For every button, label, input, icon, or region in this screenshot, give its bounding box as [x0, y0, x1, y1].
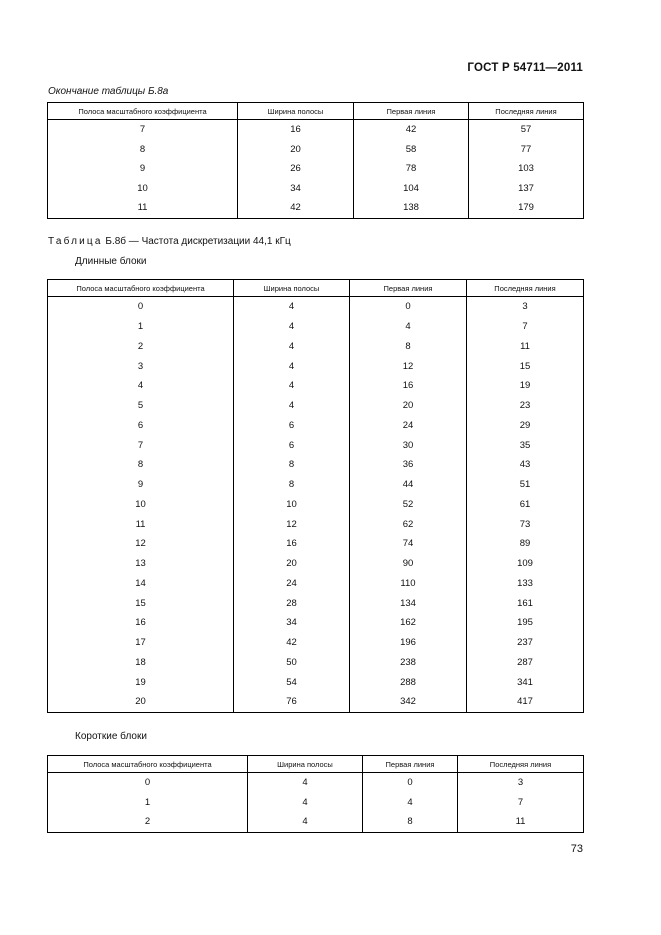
- table-cell: 42: [238, 198, 354, 218]
- table-cell: 89: [467, 534, 584, 554]
- table-row: [48, 514, 584, 534]
- table-cell: 138: [354, 198, 469, 218]
- table-cell: 134: [350, 593, 467, 613]
- table-cell: 6: [48, 416, 234, 436]
- table-cell: 74: [350, 534, 467, 554]
- table-cell: 17: [48, 633, 234, 653]
- table-row: [48, 554, 584, 574]
- table-row: [48, 140, 584, 160]
- table-cell: 8: [48, 455, 234, 475]
- table-row: [48, 672, 584, 692]
- table-cell: 78: [354, 159, 469, 179]
- table-cell: 8: [350, 337, 467, 357]
- table-cell: 28: [234, 593, 350, 613]
- table-cell: 9: [48, 159, 238, 179]
- column-header: Ширина полосы: [238, 103, 354, 120]
- table-cell: 7: [467, 317, 584, 337]
- table-row: [48, 613, 584, 633]
- table-cell: 0: [48, 773, 248, 793]
- table-cell: 4: [234, 297, 350, 317]
- table-cell: 103: [469, 159, 584, 179]
- table-cell: 14: [48, 574, 234, 594]
- table-cell: 3: [458, 773, 584, 793]
- table-cell: 6: [234, 416, 350, 436]
- table-long-blocks: [47, 279, 584, 713]
- table-cell: 50: [234, 653, 350, 673]
- table-cell: 4: [234, 376, 350, 396]
- table-row: [48, 773, 584, 793]
- table-cell: 19: [467, 376, 584, 396]
- column-header: Первая линия: [363, 756, 458, 773]
- long-blocks-subtitle: Длинные блоки: [75, 256, 147, 267]
- table-cell: 73: [467, 514, 584, 534]
- table-cell: 20: [238, 140, 354, 160]
- table-cell: 10: [48, 495, 234, 515]
- table-cell: 195: [467, 613, 584, 633]
- table-cell: 4: [248, 773, 363, 793]
- table-cell: 3: [467, 297, 584, 317]
- column-header: Полоса масштабного коэффициента: [48, 280, 234, 297]
- table-cell: 58: [354, 140, 469, 160]
- table-cell: 11: [467, 337, 584, 357]
- table-cell: 341: [467, 672, 584, 692]
- table-cell: 77: [469, 140, 584, 160]
- table-row: [48, 337, 584, 357]
- table-cell: 162: [350, 613, 467, 633]
- table-cell: 36: [350, 455, 467, 475]
- table-cell: 110: [350, 574, 467, 594]
- table-row: [48, 593, 584, 613]
- table-cell: 51: [467, 475, 584, 495]
- table-cell: 20: [48, 692, 234, 712]
- table-cell: 12: [48, 534, 234, 554]
- table-row: [48, 653, 584, 673]
- table-row: [48, 120, 584, 140]
- column-header: Полоса масштабного коэффициента: [48, 103, 238, 120]
- table-cell: 4: [248, 812, 363, 832]
- table-cell: 35: [467, 435, 584, 455]
- table-cell: 7: [48, 435, 234, 455]
- table-cell: 62: [350, 514, 467, 534]
- table-cell: 1: [48, 793, 248, 813]
- table-row: [48, 534, 584, 554]
- table-cell: 4: [234, 356, 350, 376]
- table-cell: 7: [458, 793, 584, 813]
- table-cell: 24: [350, 416, 467, 436]
- table-cell: 10: [48, 179, 238, 199]
- table-row: [48, 812, 584, 832]
- table-short-blocks: [47, 755, 584, 833]
- table-continuation-caption: Окончание таблицы Б.8а: [48, 86, 169, 97]
- table-cell: 109: [467, 554, 584, 574]
- document-header: ГОСТ Р 54711—2011: [467, 62, 583, 74]
- table-cell: 24: [234, 574, 350, 594]
- table-header-row: [48, 280, 584, 297]
- table-cell: 2: [48, 337, 234, 357]
- table-b8a-end: [47, 102, 584, 219]
- table-cell: 42: [354, 120, 469, 140]
- table-cell: 61: [467, 495, 584, 515]
- table-cell: 8: [234, 475, 350, 495]
- table-cell: 4: [234, 317, 350, 337]
- table-row: [48, 574, 584, 594]
- table-cell: 4: [363, 793, 458, 813]
- column-header: Последняя линия: [467, 280, 584, 297]
- table-row: [48, 793, 584, 813]
- table-cell: 16: [350, 376, 467, 396]
- table-cell: 8: [48, 140, 238, 160]
- table-row: [48, 356, 584, 376]
- table-cell: 161: [467, 593, 584, 613]
- table-cell: 57: [469, 120, 584, 140]
- table-b8b-caption-prefix: Таблица: [48, 236, 103, 247]
- table-cell: 19: [48, 672, 234, 692]
- column-header: Ширина полосы: [248, 756, 363, 773]
- table-cell: 16: [48, 613, 234, 633]
- table-cell: 15: [467, 356, 584, 376]
- short-blocks-subtitle: Короткие блоки: [75, 731, 147, 742]
- table-cell: 11: [458, 812, 584, 832]
- table-cell: 4: [234, 396, 350, 416]
- table-cell: 34: [234, 613, 350, 633]
- table-cell: 7: [48, 120, 238, 140]
- table-cell: 104: [354, 179, 469, 199]
- table-cell: 42: [234, 633, 350, 653]
- table-cell: 237: [467, 633, 584, 653]
- table-cell: 417: [467, 692, 584, 712]
- table-row: [48, 416, 584, 436]
- table-cell: 4: [248, 793, 363, 813]
- table-cell: 43: [467, 455, 584, 475]
- table-cell: 133: [467, 574, 584, 594]
- table-cell: 52: [350, 495, 467, 515]
- table-cell: 4: [234, 337, 350, 357]
- table-cell: 30: [350, 435, 467, 455]
- table-cell: 3: [48, 356, 234, 376]
- table-cell: 10: [234, 495, 350, 515]
- table-cell: 9: [48, 475, 234, 495]
- table-cell: 5: [48, 396, 234, 416]
- table-cell: 179: [469, 198, 584, 218]
- table-row: [48, 159, 584, 179]
- table-header-row: [48, 103, 584, 120]
- table-cell: 342: [350, 692, 467, 712]
- table-cell: 11: [48, 514, 234, 534]
- table-cell: 288: [350, 672, 467, 692]
- table-row: [48, 376, 584, 396]
- table-cell: 4: [350, 317, 467, 337]
- table-row: [48, 297, 584, 317]
- table-cell: 23: [467, 396, 584, 416]
- page-number: 73: [570, 843, 583, 855]
- column-header: Первая линия: [350, 280, 467, 297]
- table-cell: 26: [238, 159, 354, 179]
- table-cell: 6: [234, 435, 350, 455]
- table-row: [48, 633, 584, 653]
- table-cell: 90: [350, 554, 467, 574]
- table-row: [48, 692, 584, 712]
- table-row: [48, 198, 584, 218]
- table-cell: 44: [350, 475, 467, 495]
- table-cell: 196: [350, 633, 467, 653]
- table-header-row: [48, 756, 584, 773]
- table-cell: 34: [238, 179, 354, 199]
- table-b8b-caption-text: Б.8б — Частота дискретизации 44,1 кГц: [102, 236, 291, 247]
- table-cell: 20: [350, 396, 467, 416]
- column-header: Полоса масштабного коэффициента: [48, 756, 248, 773]
- table-cell: 238: [350, 653, 467, 673]
- table-cell: 12: [350, 356, 467, 376]
- table-cell: 8: [363, 812, 458, 832]
- table-cell: 54: [234, 672, 350, 692]
- table-cell: 18: [48, 653, 234, 673]
- column-header: Первая линия: [354, 103, 469, 120]
- table-row: [48, 396, 584, 416]
- table-cell: 76: [234, 692, 350, 712]
- table-row: [48, 317, 584, 337]
- table-cell: 0: [48, 297, 234, 317]
- table-cell: 1: [48, 317, 234, 337]
- table-cell: 15: [48, 593, 234, 613]
- table-cell: 20: [234, 554, 350, 574]
- column-header: Ширина полосы: [234, 280, 350, 297]
- table-cell: 137: [469, 179, 584, 199]
- column-header: Последняя линия: [469, 103, 584, 120]
- table-cell: 8: [234, 455, 350, 475]
- table-cell: 13: [48, 554, 234, 574]
- table-row: [48, 495, 584, 515]
- table-cell: 12: [234, 514, 350, 534]
- table-cell: 4: [48, 376, 234, 396]
- table-cell: 0: [350, 297, 467, 317]
- table-row: [48, 435, 584, 455]
- table-cell: 2: [48, 812, 248, 832]
- table-b8b-caption: [48, 236, 291, 247]
- table-cell: 16: [234, 534, 350, 554]
- table-cell: 0: [363, 773, 458, 793]
- column-header: Последняя линия: [458, 756, 584, 773]
- table-row: [48, 455, 584, 475]
- table-cell: 287: [467, 653, 584, 673]
- table-row: [48, 179, 584, 199]
- table-cell: 11: [48, 198, 238, 218]
- table-cell: 29: [467, 416, 584, 436]
- table-cell: 16: [238, 120, 354, 140]
- table-row: [48, 475, 584, 495]
